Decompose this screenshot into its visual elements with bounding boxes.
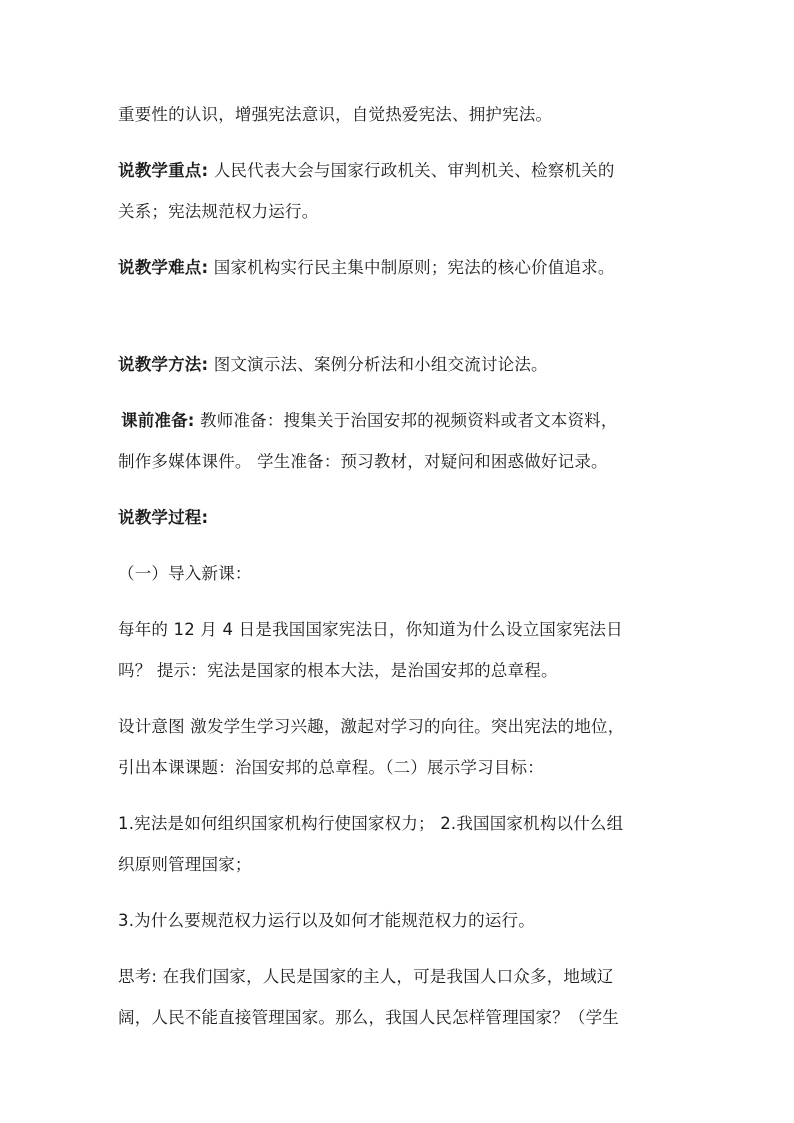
thinking-text-cont: 阔，人民不能直接管理国家。那么，我国人民怎样管理国家？（学生 — [118, 1008, 619, 1027]
paragraph-thinking-cont — [118, 1007, 619, 1029]
paragraph-constitution-day — [118, 619, 623, 641]
key-points-text: 人民代表大会与国家行政机关、审判机关、检察机关的 — [208, 161, 615, 180]
methods-text: 图文演示法、案例分析法和小组交流讨论法。 — [208, 355, 548, 374]
paragraph-text: 重要性的认识，增强宪法意识，自觉热爱宪法、拥护宪法。 — [118, 105, 553, 124]
paragraph-key-points-cont — [118, 201, 318, 223]
constitution-day-text-cont: 吗？ 提示：宪法是国家的根本大法，是治国安邦的总章程。 — [118, 661, 558, 680]
design-intent-text: 设计意图 激发学生学习兴趣，激起对学习的向往。突出宪法的地位， — [118, 717, 625, 736]
section-heading-text: （一）导入新课： — [118, 564, 252, 583]
paragraph-constitution-day-cont — [118, 660, 558, 682]
paragraph-preparation-cont — [118, 451, 608, 473]
paragraph-objectives-cont — [118, 854, 252, 876]
section-heading-intro — [118, 563, 252, 585]
difficulties-text: 国家机构实行民主集中制原则；宪法的核心价值追求。 — [208, 258, 615, 277]
paragraph-objective-3 — [118, 910, 535, 932]
paragraph-preparation — [121, 410, 618, 432]
preparation-text: 教师准备：搜集关于治国安邦的视频资料或者文本资料， — [194, 411, 618, 430]
constitution-day-text: 每年的 12 月 4 日是我国国家宪法日，你知道为什么设立国家宪法日 — [118, 620, 623, 639]
objectives-text-cont: 织原则管理国家； — [118, 855, 252, 874]
paragraph-thinking — [118, 966, 614, 988]
paragraph-objectives — [118, 813, 623, 835]
preparation-label: 课前准备: — [121, 411, 195, 430]
difficulties-label: 说教学难点: — [118, 258, 209, 277]
paragraph-constitution-awareness — [118, 104, 552, 126]
objectives-text: 1.宪法是如何组织国家机构行使国家权力； 2.我国国家机构以什么组 — [118, 814, 624, 833]
key-points-label: 说教学重点: — [118, 161, 209, 180]
paragraph-process — [118, 507, 208, 529]
key-points-text-cont: 关系；宪法规范权力运行。 — [118, 202, 319, 221]
paragraph-methods — [118, 354, 548, 376]
thinking-text: 思考: 在我们国家，人民是国家的主人，可是我国人口众多，地域辽 — [118, 967, 614, 986]
design-intent-text-cont: 引出本课课题：治国安邦的总章程。（二）展示学习目标： — [118, 758, 544, 777]
paragraph-difficulties — [118, 257, 615, 279]
paragraph-design-intent-cont — [118, 757, 544, 779]
paragraph-design-intent — [118, 716, 624, 738]
methods-label: 说教学方法: — [118, 355, 209, 374]
paragraph-key-points — [118, 160, 615, 182]
preparation-text-cont: 制作多媒体课件。 学生准备：预习教材，对疑问和困惑做好记录。 — [118, 452, 608, 471]
objective-3-text: 3.为什么要规范权力运行以及如何才能规范权力的运行。 — [118, 911, 535, 930]
process-label: 说教学过程: — [118, 508, 209, 527]
